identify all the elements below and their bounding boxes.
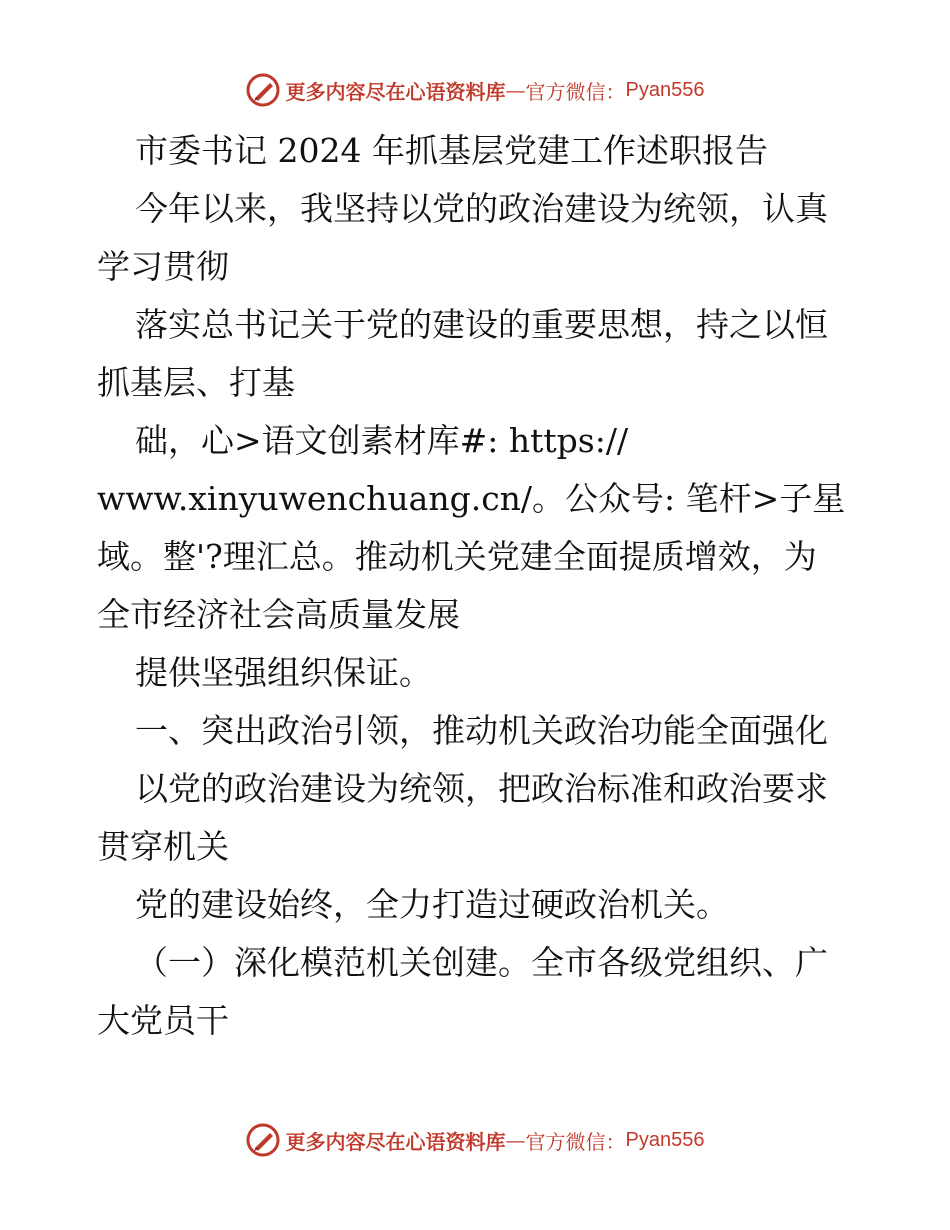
section-heading: 一、突出政治引领，推动机关政治功能全面强化 — [135, 711, 828, 750]
text-line: 大党员干 — [97, 1001, 229, 1040]
text-line: 党的建设始终，全力打造过硬政治机关。 — [135, 885, 729, 924]
document-title: 市委书记 2024 年抓基层党建工作述职报告 — [135, 131, 768, 170]
text-line: www.xinyuwenchuang.cn/。公众号: 笔杆>子星 — [97, 479, 846, 518]
text-line: 域。整'?理汇总。推动机关党建全面提质增效，为 — [97, 537, 817, 576]
text-line: 落实总书记关于党的建设的重要思想，持之以恒 — [135, 305, 828, 344]
watermark-label: 官方微信： — [525, 79, 626, 104]
text-line: 础，心>语文创素材库#: https:// — [135, 421, 629, 460]
text-line: 提供坚强组织保证。 — [135, 653, 432, 692]
watermark-dash: — — [505, 78, 526, 102]
watermark-main-text: 更多内容尽在心语资料库 — [285, 1129, 506, 1154]
pen-logo-icon — [246, 1123, 280, 1157]
watermark-label: 官方微信： — [525, 1129, 626, 1154]
text-line: 全市经济社会高质量发展 — [97, 595, 460, 634]
subsection-heading: （一）深化模范机关创建。全市各级党组织、广 — [135, 943, 828, 982]
watermark-dash: — — [505, 1128, 526, 1152]
pen-logo-icon — [246, 73, 280, 107]
text-line: 以党的政治建设为统领，把政治标准和政治要求 — [135, 769, 828, 808]
footer-watermark — [0, 1120, 950, 1160]
watermark-main-text: 更多内容尽在心语资料库 — [285, 79, 506, 104]
text-line: 贯穿机关 — [97, 827, 229, 866]
text-line: 今年以来，我坚持以党的政治建设为统领，认真 — [135, 189, 828, 228]
document-body — [97, 122, 853, 1050]
watermark-wechat-id: Pyan556 — [625, 1128, 705, 1151]
header-watermark — [0, 70, 950, 110]
watermark-wechat-id: Pyan556 — [625, 78, 705, 101]
text-line: 学习贯彻 — [97, 247, 229, 286]
text-line: 抓基层、打基 — [97, 363, 295, 402]
